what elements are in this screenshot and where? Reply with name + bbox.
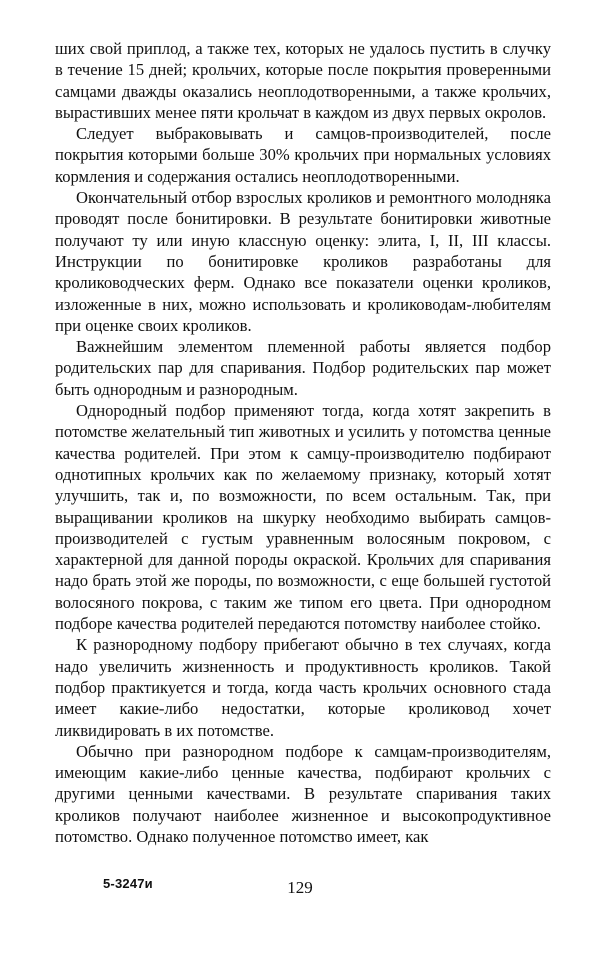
paragraph-pair-selection: Важнейшим элементом племенной работы является подбор родительских пар для спаривания. Подбор родительских пар может быть однородным и разнородным. — [55, 337, 551, 399]
page-number: 129 — [287, 878, 313, 897]
paragraph-continuation: ших свой приплод, а также тех, которых не удалось пустить в случку в течение 15 дней; крольчих, которые после покрытия проверенными самцами дважды оказались неоплодотворенными, а также крольчих, вырастивших менее пяти крольчат в каждом из двух первых окролов. — [55, 39, 551, 122]
paragraph-final-selection: Окончательный отбор взрослых кроликов и ремонтного молодняка проводят после бонитировки. В результате бонитировки животные получают ту или иную классную оценку: элита, I, II, III классы. Инструкции по бонитировке кроликов разработаны для кролиководческих ферм. Однако все показатели оценки кроликов, изложенные в них, можно использовать и кролиководам-любителям при оценке своих кроликов. — [55, 188, 551, 335]
printer-signature-mark: 5-3247и — [103, 876, 153, 891]
paragraph-homogeneous-selection: Однородный подбор применяют тогда, когда хотят закрепить в потомстве желательный тип животных и усилить у потомства ценные качества родителей. При этом к самцу-производителю подбирают однотипных крольчих как по желаемому признаку, который хотят улучшить, так и, по возможности, по всем остальным. Так, при выращивании кроликов на шкурку необходимо выбирать самцов-производителей с густым уравненным волосяным покровом, с характерной для данной породы окраской. Крольчих для спаривания надо брать этой же породы, по возможности, с еще большей густотой волосяного покрова, с таким же типом его цвета. При однородном подборе качества родителей передаются потомству наиболее стойко. — [55, 401, 551, 634]
paragraph-culling-males: Следует выбраковывать и самцов-производителей, после покрытия которыми больше 30% крольчих при нормальных условиях кормления и содержания остались неоплодотворенными. — [55, 124, 551, 186]
paragraph-heterogeneous-details: Обычно при разнородном подборе к самцам-производителям, имеющим какие-либо ценные качества, подбирают крольчих с другими ценными качествами. В результате спаривания таких кроликов получают наиболее жизненное и высокопродуктивное потомство. Однако полученное потомство имеет, как — [55, 741, 551, 846]
body-text — [55, 38, 551, 847]
paragraph-heterogeneous-selection: К разнородному подбору прибегают обычно в тех случаях, когда надо увеличить жизненность и продуктивность кроликов. Такой подбор практикуется и тогда, когда часть крольчих основного стада имеет какие-либо недостатки, которые кроликовод хочет ликвидировать в их потомстве. — [55, 635, 551, 740]
